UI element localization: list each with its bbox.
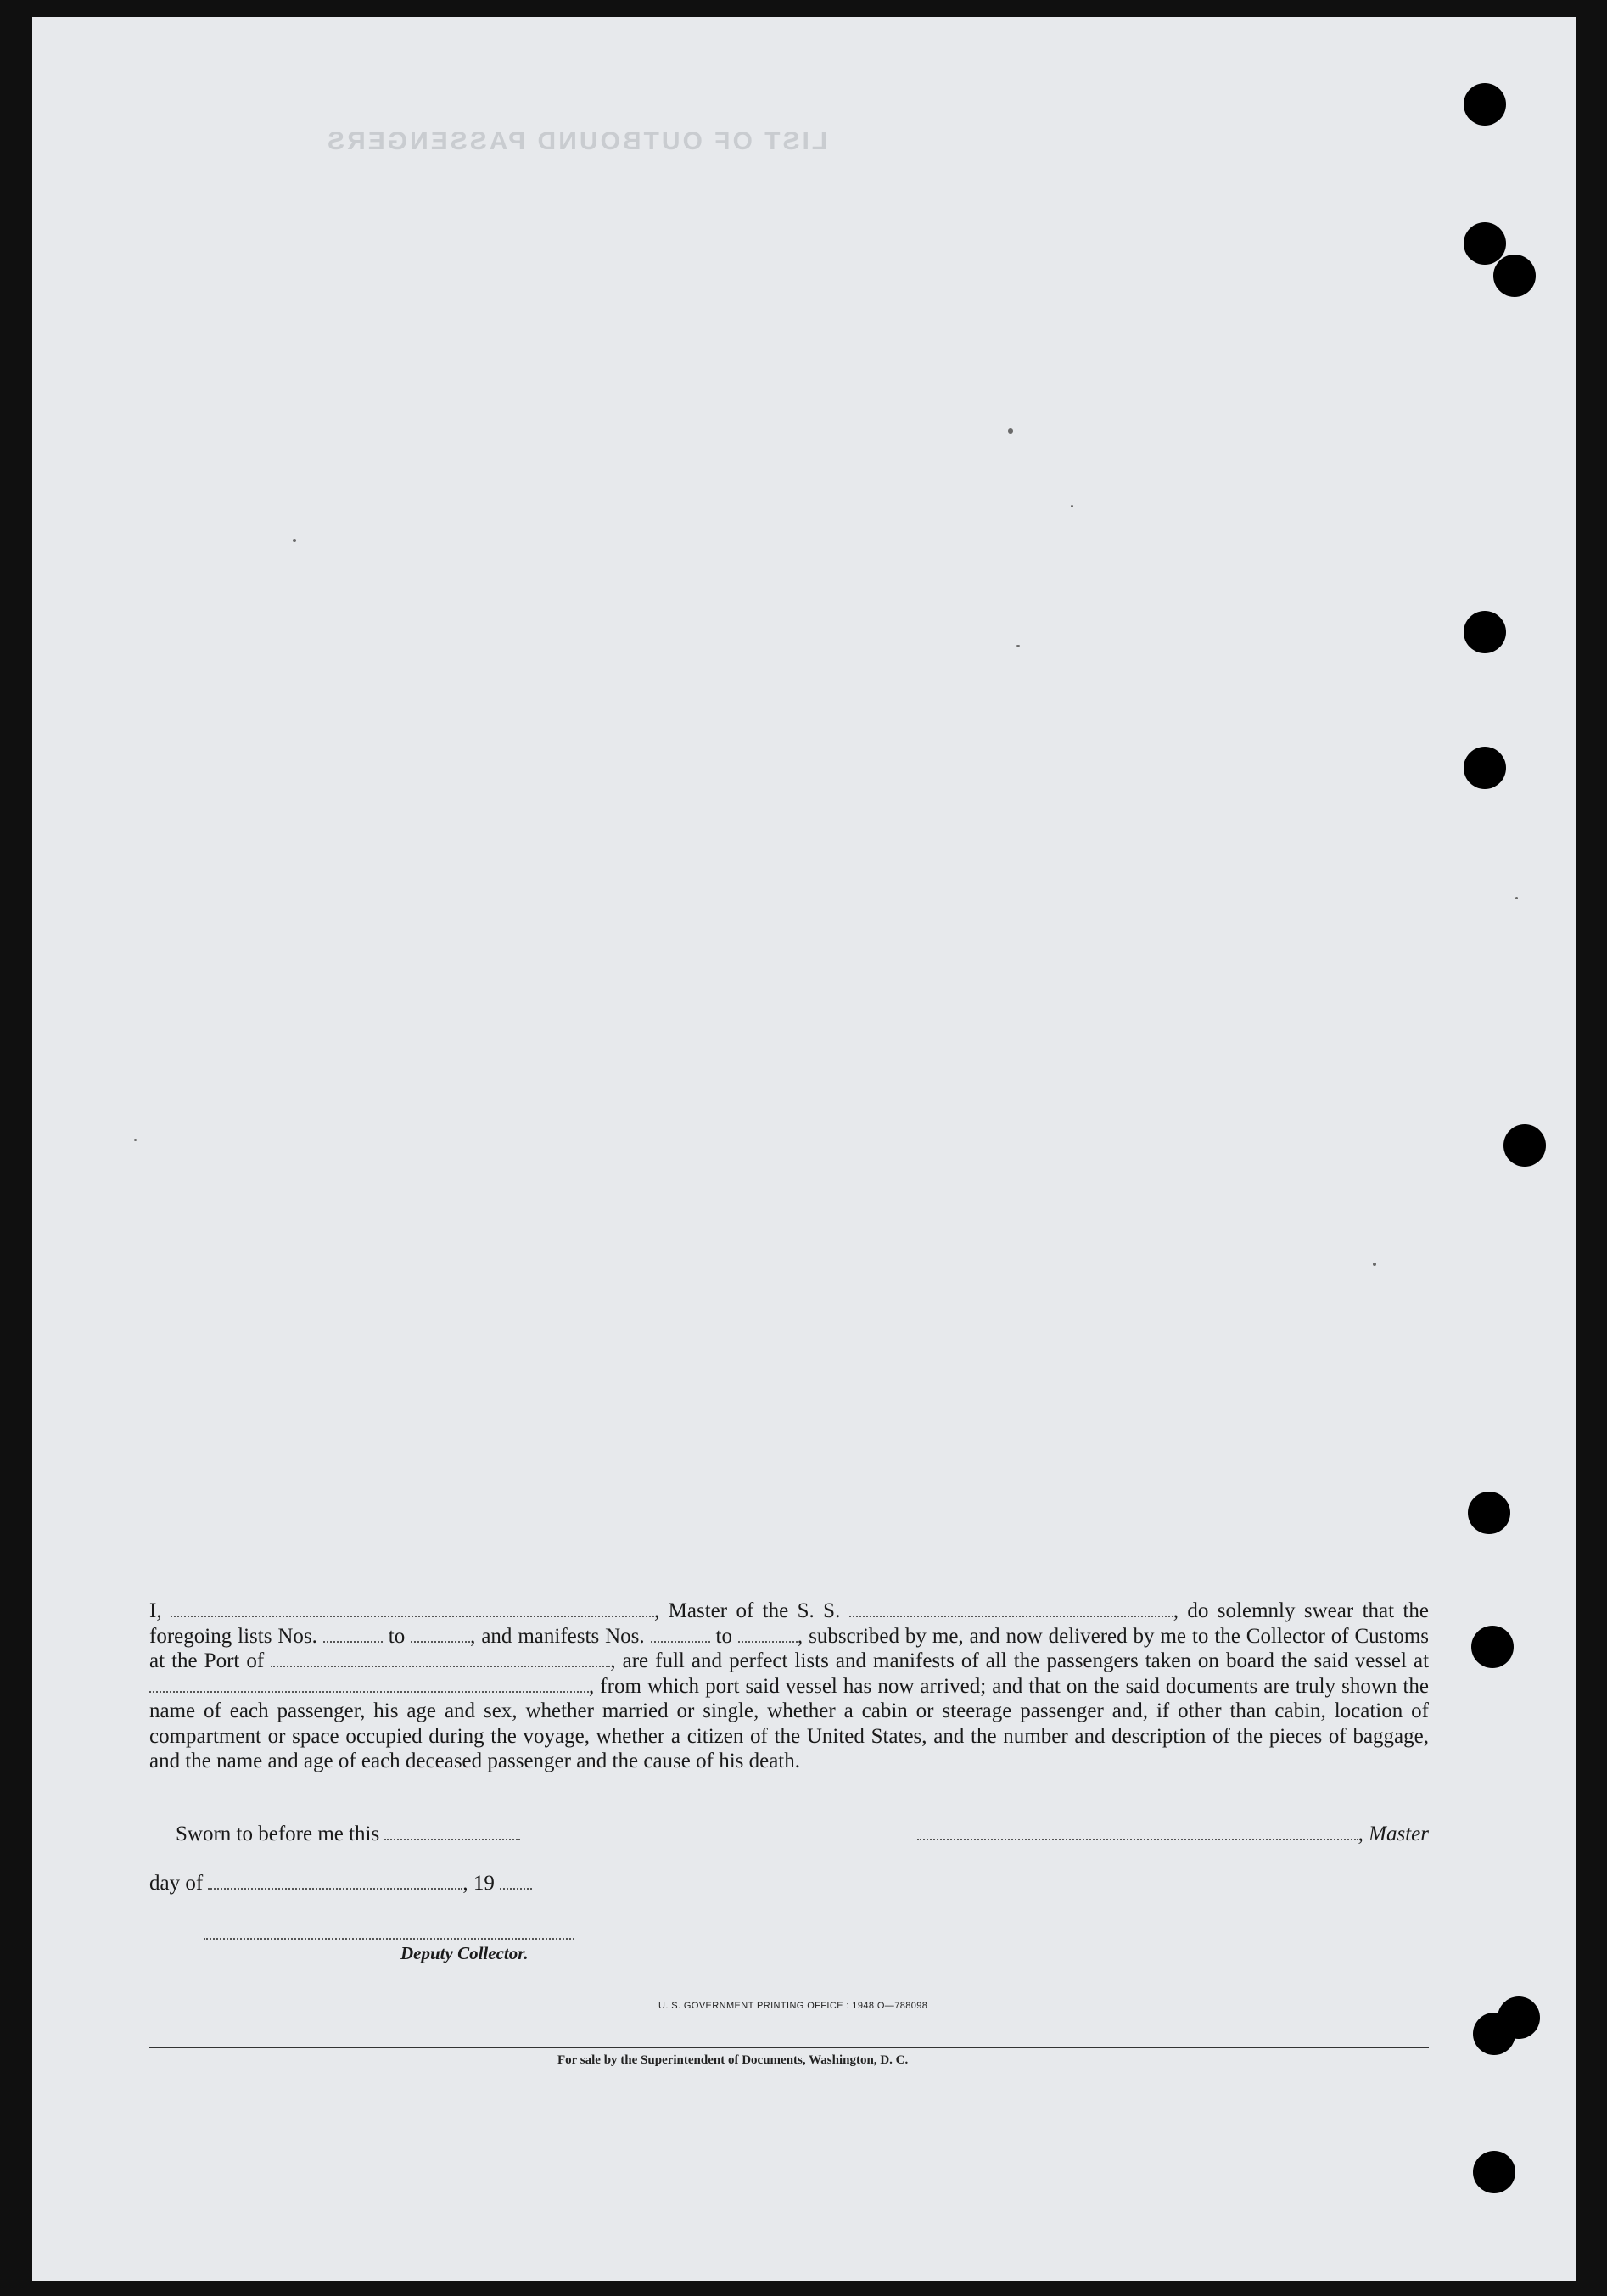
day-line (149, 1872, 532, 1896)
list-to-field (411, 1627, 470, 1643)
oath-text: manifests of all the passengers taken on board the said vessel at (873, 1649, 1430, 1672)
scan-speck (1373, 1263, 1376, 1266)
month-field (208, 1873, 462, 1890)
punch-hole (1464, 222, 1506, 265)
arrival-port-field (271, 1651, 610, 1667)
scan-speck (1515, 897, 1518, 899)
oath-text: , Master of the S. S. (653, 1599, 841, 1622)
master-label: , Master (1358, 1823, 1429, 1845)
oath-text: swear that the foregoing lists Nos. (149, 1599, 1430, 1648)
punch-hole (1493, 255, 1536, 297)
year-field (500, 1873, 532, 1890)
oath-text: delivered by me to the Collector of Customs at the Port of (149, 1624, 1430, 1672)
oath-text: , do solemnly (1173, 1599, 1296, 1622)
ship-name-field (849, 1601, 1173, 1617)
oath-text: , and manifests Nos. (470, 1624, 645, 1648)
manifest-from-field (651, 1627, 710, 1643)
list-from-field (323, 1627, 383, 1643)
punch-hole (1503, 1124, 1546, 1167)
oath-text: I, (149, 1599, 162, 1622)
oath-text: port said vessel has now arrived; and that on the said documents are truly shown the name of each passenger, his age and sex, whether married or single, whether a cabin or steerage passenger and, if other than cabin, location of compartment or space occupied during the voyage, whether a citizen of the United States, and the number and description of the pieces of baggage, and the name and age of each deceased passenger and the cause of his death. (149, 1674, 1429, 1772)
oath-text: , from which (589, 1674, 700, 1698)
sworn-label: Sworn to before me this (176, 1823, 380, 1845)
sale-notice: For sale by the Superintendent of Documents, Washington, D. C. (557, 2053, 909, 2067)
departure-port-field (149, 1677, 589, 1693)
master-oath-paragraph (149, 1599, 1429, 1774)
oath-text: , are full and perfect lists and (610, 1649, 866, 1672)
master-name-field (171, 1601, 654, 1617)
gpo-imprint: U. S. GOVERNMENT PRINTING OFFICE : 1948 O—788098 (658, 2001, 928, 2011)
scan-speck (293, 539, 296, 542)
year-label: , 19 (462, 1872, 495, 1895)
scan-speck (1016, 645, 1020, 647)
bleed-through-header: LIST OF OUTBOUND PASSENGERS (325, 127, 828, 155)
deputy-collector-label: Deputy Collector. (400, 1943, 529, 1963)
sworn-day-field (384, 1824, 520, 1840)
punch-hole (1471, 1626, 1514, 1668)
divider-rule (149, 2047, 1429, 2048)
punch-hole (1468, 1492, 1510, 1534)
paper-sheet (32, 17, 1576, 2281)
master-signature-line (917, 1823, 1429, 1846)
scan-speck (134, 1139, 137, 1141)
deputy-signature-field (204, 1938, 574, 1940)
scan-speck (1008, 428, 1013, 434)
oath-text: , subscribed by me, and now (797, 1624, 1043, 1648)
punch-hole (1464, 83, 1506, 126)
punch-hole (1464, 747, 1506, 789)
oath-text: to (388, 1624, 406, 1648)
manifest-to-field (738, 1627, 798, 1643)
punch-hole (1473, 2151, 1515, 2193)
day-label: day of (149, 1872, 204, 1895)
punch-hole (1473, 2013, 1515, 2055)
oath-text: to (715, 1624, 732, 1648)
scan-speck (1071, 505, 1073, 507)
master-signature-field (917, 1824, 1358, 1840)
sworn-line (176, 1823, 520, 1846)
punch-hole (1464, 611, 1506, 653)
